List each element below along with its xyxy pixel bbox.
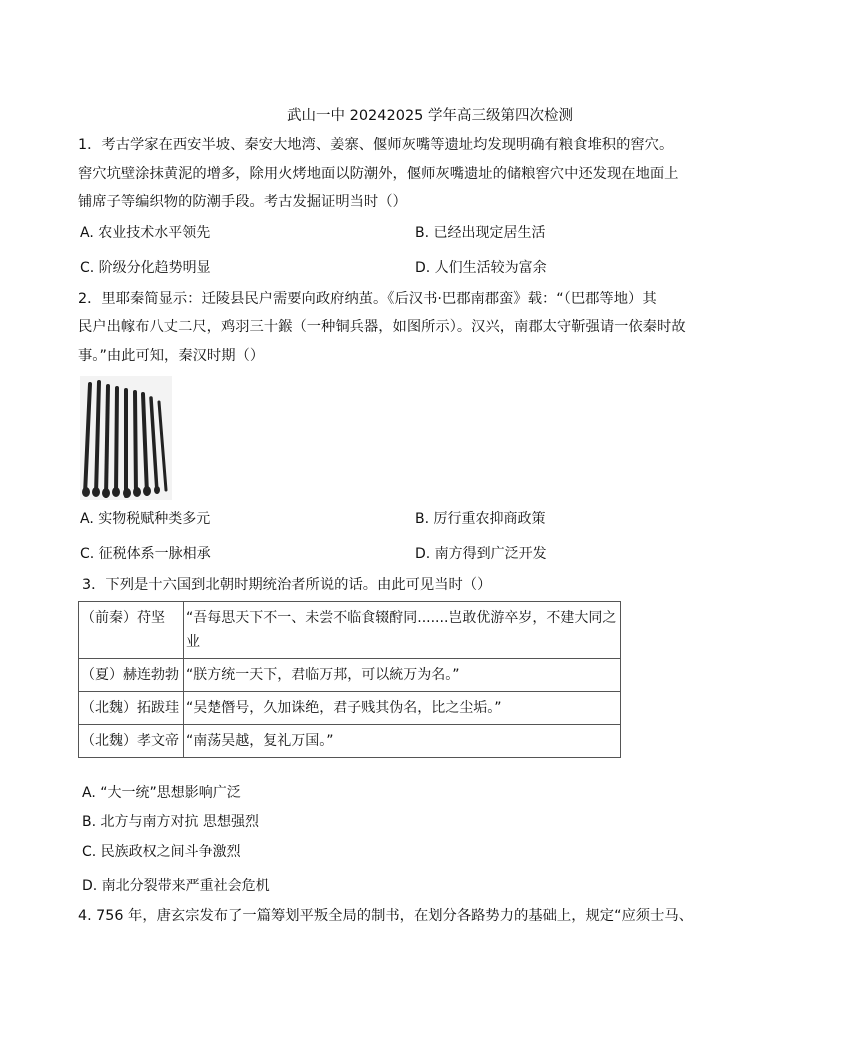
q3-stem: 3．下列是十六国到北朝时期统治者所说的话。由此可见当时（） bbox=[82, 577, 492, 593]
q3-option-b: B. 北方与南方对抗 思想强烈 bbox=[82, 814, 259, 830]
q2-option-d: D. 南方得到广泛开发 bbox=[415, 546, 547, 562]
table-row bbox=[79, 725, 621, 758]
ruler-name: （夏）赫连勃勃 bbox=[79, 659, 184, 692]
ruler-name: （前秦）苻坚 bbox=[79, 602, 184, 659]
q1-option-c: C. 阶级分化趋势明显 bbox=[80, 260, 211, 276]
table-row bbox=[79, 602, 621, 659]
q2-option-c: C. 征税体系一脉相承 bbox=[80, 546, 211, 562]
ruler-name: （北魏）拓跋珪 bbox=[79, 692, 184, 725]
table-row bbox=[79, 659, 621, 692]
ruler-quote: “吾每思天下不一、未尝不临食辍酧同.......岂敢优游卒岁，不建大同之业 bbox=[184, 602, 621, 659]
q2-option-a: A. 实物税赋种类多元 bbox=[80, 511, 211, 527]
q4-stem-line-1: 4. 756 年，唐玄宗发布了一篇筹划平叛全局的制书，在划分各路势力的基础上，规定“应须士马、 bbox=[78, 908, 693, 924]
ruler-quote: “吴楚僭号，久加诛绝，君子贱其伪名，比之尘垢。” bbox=[184, 692, 621, 725]
q3-option-a: A. “大一统”思想影响广泛 bbox=[82, 785, 241, 801]
q2-stem-line-3: 事。”由此可知，秦汉时期（） bbox=[78, 348, 265, 364]
q3-quote-table bbox=[78, 601, 621, 758]
q3-option-c: C. 民族政权之间斗争激烈 bbox=[82, 844, 241, 860]
ruler-quote: “朕方统一天下，君临万邦，可以統万为名。” bbox=[184, 659, 621, 692]
q1-stem-line-3: 铺席子等编织物的防潮手段。考古发掘证明当时（） bbox=[78, 194, 407, 210]
q2-stem-line-2: 民户出幏布八丈二尺，鸡羽三十鍭（一种铜兵器，如图所示）。汉兴，南郡太守靳强请一依秦时故 bbox=[78, 319, 686, 335]
q2-stem-line-1: 2．里耶秦简显示：迁陵县民户需要向政府纳茧。《后汉书·巴郡南郡蛮》载：“（巴郡等地）其 bbox=[78, 291, 657, 307]
table-row bbox=[79, 692, 621, 725]
page-title: 武山一中 20242025 学年高三级第四次检测 bbox=[286, 108, 574, 124]
q3-option-d: D. 南北分裂带来严重社会危机 bbox=[82, 878, 270, 894]
ruler-name: （北魏）孝文帝 bbox=[79, 725, 184, 758]
ruler-quote: “南荡吴越，复礼万国。” bbox=[184, 725, 621, 758]
q1-option-b: B. 已经出现定居生活 bbox=[415, 225, 546, 241]
q2-option-b: B. 厉行重农抑商政策 bbox=[415, 511, 546, 527]
q1-option-d: D. 人们生活较为富余 bbox=[415, 260, 547, 276]
q1-option-a: A. 农业技术水平领先 bbox=[80, 225, 211, 241]
q1-stem-line-1: 1．考古学家在西安半坡、秦安大地湾、姜寨、偃师灰嘴等遗址均发现明确有粮食堆积的窖穴。 bbox=[78, 137, 674, 153]
bronze-arrow-figure bbox=[80, 376, 172, 500]
q1-stem-line-2: 窖穴坑壁涂抹黄泥的增多，除用火烤地面以防潮外，偃师灰嘴遗址的储粮窖穴中还发现在地面上 bbox=[78, 166, 679, 182]
